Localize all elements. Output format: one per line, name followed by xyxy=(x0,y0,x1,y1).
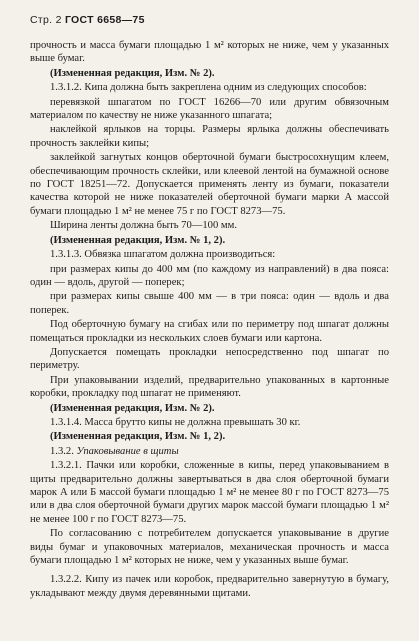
document-body xyxy=(30,39,389,600)
paragraph: заклейкой загнутых концов оберточной бумаги быстросохнущим клеем, обеспечивающим прочность склейки, или клеевой лентой на бумажной основе по ГОСТ 18251—72. Допускается применять ленту из бумаги, показатели качества которой не ниже показателей оберточной бумаги марки А массой бумаги площадью 1 м² не менее 75 г по ГОСТ 8273—75. xyxy=(30,152,389,217)
paragraph: Под оберточную бумагу на сгибах или по периметру под шпагат должны помещаться прокладки из нескольких слоев бумаги или картона. xyxy=(30,319,389,344)
paragraph: при размерах кипы свыше 400 мм — в три пояса: один — вдоль и два поперек. xyxy=(30,291,389,316)
paragraph: 1.3.1.2. Кипа должна быть закреплена одним из следующих способов: xyxy=(50,82,367,94)
paragraph: 1.3.2.2. Кипу из пачек или коробок, предварительно завернутую в бумагу, укладывают между двумя деревянными щитами. xyxy=(30,574,389,599)
page-number: Стр. 2 xyxy=(30,14,62,26)
standard-code: ГОСТ 6658—75 xyxy=(64,14,145,26)
amendment-note: (Измененная редакция, Изм. № 2). xyxy=(50,402,215,414)
paragraph: Допускается помещать прокладки непосредственно под шпагат по периметру. xyxy=(30,346,389,372)
amendment-note: (Измененная редакция, Изм. № 1, 2). xyxy=(50,431,226,443)
page-header xyxy=(30,14,389,26)
paragraph: при размерах кипы до 400 мм (по каждому из направлений) в два пояса: один — вдоль, другой — поперек; xyxy=(30,263,389,288)
paragraph: прочность и масса бумаги площадью 1 м² которых не ниже, чем у указанных выше бумаг. xyxy=(30,40,389,65)
paragraph: При упаковывании изделий, предварительно упакованных в картонные коробки, прокладку под шпагат не применяют. xyxy=(30,374,389,400)
amendment-note: (Измененная редакция, Изм. № 2). xyxy=(50,67,215,79)
paragraph: наклейкой ярлыков на торцы. Размеры ярлыка должны обеспечивать прочность заклейки кипы; xyxy=(30,124,389,149)
paragraph: 1.3.1.3. Обвязка шпагатом должна производиться: xyxy=(50,249,276,261)
paragraph: 1.3.2.1. Пачки или коробки, сложенные в кипы, перед упаковыванием в щиты предварительно должны завертываться в два слоя оберточной бумаги марок А или Б массой бумаги площадью 1 м² не менее 80 г по ГОСТ 8273—75 или в два слоя оберточной бумаги других марок массой бумаги площадью 1 м² не менее 100 г по ГОСТ 8273—75. xyxy=(30,460,389,525)
amendment-note: (Измененная редакция, Изм. № 1, 2). xyxy=(50,234,226,246)
paragraph: перевязкой шпагатом по ГОСТ 16266—70 или другим обвязочным материалом по качеству не ниже указанного шпагата; xyxy=(30,96,389,122)
paragraph: Ширина ленты должна быть 70—100 мм. xyxy=(50,220,237,232)
paragraph: 1.3.1.4. Масса брутто кипы не должна превышать 30 кг. xyxy=(50,416,301,428)
section-heading: 1.3.2. Упаковывание в щиты xyxy=(50,445,179,457)
section-title: Упаковывание в щиты xyxy=(76,445,179,457)
paragraph: По согласованию с потребителем допускается упаковывание в другие виды бумаг и упаковочных материалов, механическая прочность и масса бумаги площадью 1 м² которых не ниже, чем у указанных выше бумаг. xyxy=(30,528,389,567)
